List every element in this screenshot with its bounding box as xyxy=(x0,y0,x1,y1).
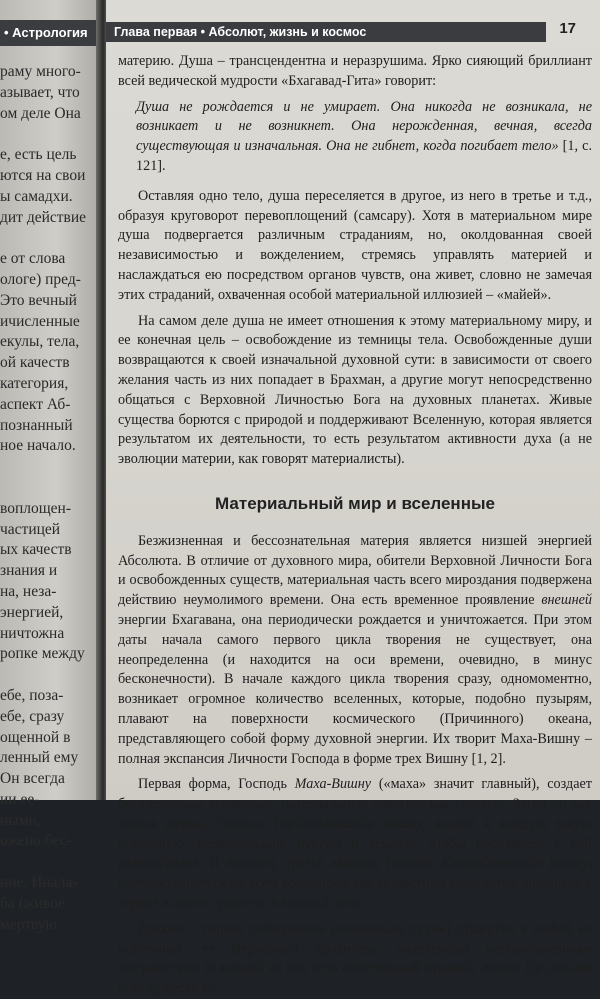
left-page-line: ропке между xyxy=(0,645,85,663)
page-number: 17 xyxy=(559,20,576,37)
quote-text: Душа не рождается и не умирает. Она никогда не возникала, не возникает и не возникнет. Она нерожденная, вечная, всегда существующая и изначальная. Она не гибнет, когда погибает тело» xyxy=(136,98,592,155)
left-page-line: ичисленные xyxy=(0,312,80,330)
left-page-line: ологе) пред- xyxy=(0,270,81,288)
paragraph-samsara: Оставляя одно тело, душа переселяется в другое, из него в третье и т.д., образуя круговорот перевоплощений (самсару). Хотя в материальном мире душа подвергается различным страданиям, но, околдованная своей независимостью и вожделением, стремясь управлять материей и наслаждаться ею посредством органов чувств, она живет, словно не замечая этих страданий, охваченная особой материальной иллюзией – «майей». xyxy=(118,187,592,303)
left-page-line: ное начало. xyxy=(0,437,76,455)
left-page-line: Он всегда xyxy=(0,770,65,788)
left-page-line: Это вечный xyxy=(0,291,77,309)
paragraph-soul-intro: материю. Душа – трансцендентна и неразрушима. Ярко сияющий бриллиант всей ведической мудрости «Бхагавад-Гита» говорит: xyxy=(118,53,592,89)
left-page xyxy=(0,0,98,933)
left-page-line: ными, xyxy=(0,811,41,829)
left-page-line: ии ее- xyxy=(0,790,40,808)
left-page-line: дит действие xyxy=(0,208,87,226)
left-page-line: ебе, сразу xyxy=(0,707,65,725)
left-page-line: ленный ему xyxy=(0,749,79,767)
page-content xyxy=(118,52,592,999)
left-page-line: знания и xyxy=(0,562,58,580)
left-page-line: ются на свои xyxy=(0,166,86,184)
left-page-line: категория, xyxy=(0,374,69,392)
left-page-line: азывает, что xyxy=(0,83,80,101)
left-page-line: ние. Инала- xyxy=(0,874,78,892)
right-page xyxy=(106,0,600,997)
quote-citation: [1, с. 121]. xyxy=(136,138,592,174)
left-page-line: воплощен- xyxy=(0,499,72,517)
left-page-line: энергией, xyxy=(0,603,64,621)
left-page-line: ничтожна xyxy=(0,624,65,642)
left-page-line: аспект Аб- xyxy=(0,395,71,413)
left-page-line: е, есть цель xyxy=(0,146,77,164)
gita-quote xyxy=(136,98,592,177)
left-page-line: ебе, поза- xyxy=(0,686,64,704)
left-page-line: познанный xyxy=(0,416,73,434)
left-page-line: ба (живое xyxy=(0,894,65,912)
left-page-line: частицей xyxy=(0,520,61,538)
paragraph-material-world: Безжизненная и бессознательная материя является низшей энергией Абсолюта. В отличие от духовного мира, обители Верховной Личности Бога и освобожденных существ, материальная часть всего мироздания подвержена действию неумолимого времени. Она есть временное проявление внешней энергии Бхагавана, она периодически рождается и уничтожается. При этом даты начала самого первого цикла творения не существует, она неопределенна (и находится на оси времени, очевидно, в минус бесконечности). В начале каждого цикла творения сразу, одномоментно, возникает огромное количество вселенных, которые, подобно пузырям, плавают на поверхности космического (Причинного) океана, представляющего собой форму духовной энергии. Их творит Маха-Вишну – полная экспансия Личности Господа в форме трех Вишну [1, 2]. xyxy=(118,532,592,767)
left-page-line: ой качеств xyxy=(0,354,70,372)
left-page-line: раму много- xyxy=(0,63,81,80)
left-page-line: ых качеств xyxy=(0,541,72,559)
left-page-line: екулы, тела, xyxy=(0,333,80,351)
paragraph-liberation: На самом деле душа не имеет отношения к этому материальному миру, и ее конечная цель – освобождение из темницы тела. Освобожденные души возвращаются к своей изначальной духовной сути: в зависимости от своего желания часть из них попадает в Брахман, а другие могут непосредственно общаться с Верховной Личностью Бога на духовных планетах. Живые существа борются с природой и поддерживают Вселенную, которая является результатом их деятельности, то есть результатом активности духа (а не эволюции материи, как говорят материалисты). xyxy=(118,312,592,468)
left-page-line: ы самадхи. xyxy=(0,187,73,205)
left-page-line: ом деле Она xyxy=(0,104,81,122)
running-header: Глава первая • Абсолют, жизнь и космос xyxy=(106,22,546,42)
left-page-line: мертвую xyxy=(0,915,58,933)
section-heading: Материальный мир и вселенные xyxy=(215,493,495,513)
paragraph-three-vishnu: Первая форма, Господь Маха-Вишну («маха» значит главный), создает бесчисленные вселенные, материальную энергию как таковую. Затем он как вторая форма, Господь Гарбходакашайи Вишну, входит в каждую такую вселенную, первоначально пустую и темную, чтобы произвести в ней разнообразие. И наконец, третья аватара, Господь Кширодакашайи Вишну, распространяется по всем вселенным как вездесущая Параматма, проникая в сердце всякого существа и каждый атом. xyxy=(118,776,593,912)
left-page-line: е от слова xyxy=(0,250,66,268)
paragraph-brahma: Брахма – первое сотворенное (неполовым путем) существо в любой из вселенных, ее Верховный правитель, наделенный необыкновенным могуществом (в каждой из них есть собственный Брахма). Живет Он дольше всех существ во xyxy=(118,920,592,997)
left-page-line: на, неза- xyxy=(0,582,57,600)
left-page-line: ощенной в xyxy=(0,728,71,746)
left-running-header: • Астрология xyxy=(0,20,98,46)
left-page-line: ожено бес- xyxy=(0,832,72,850)
